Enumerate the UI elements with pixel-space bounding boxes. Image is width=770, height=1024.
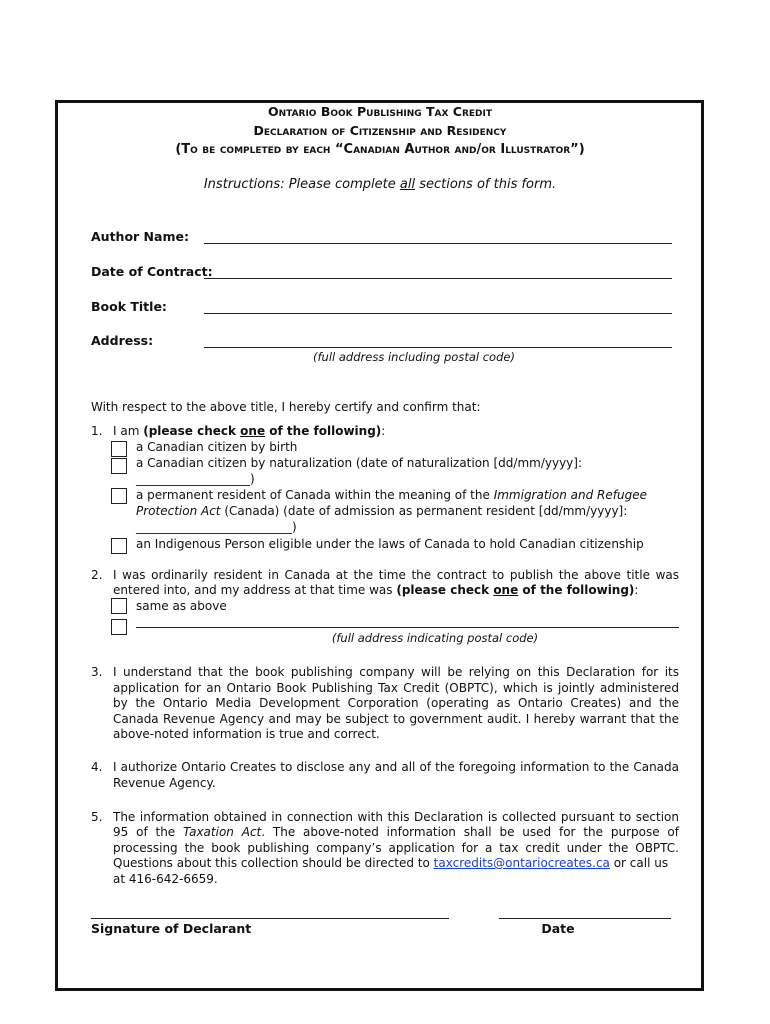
section5-number: 5. <box>91 810 103 824</box>
option-citizen-birth: a Canadian citizen by birth <box>136 440 298 454</box>
form-title-line1: Ontario Book Publishing Tax Credit <box>267 104 493 119</box>
section5-line4: Questions about this collection should be directed to taxcredits@ontariocreates.ca or call us <box>113 856 669 870</box>
book-title-field[interactable] <box>204 313 672 314</box>
other-address-caption: (full address indicating postal code) <box>331 631 539 645</box>
date-of-contract-field[interactable] <box>204 278 672 279</box>
signature-field[interactable] <box>91 918 449 919</box>
section3-number: 3. <box>91 665 103 679</box>
signature-label: Signature of Declarant <box>91 921 252 936</box>
date-label: Date <box>541 921 575 936</box>
section4-line1: I authorize Ontario Creates to disclose any and all of the foregoing information to the Canada <box>113 760 679 774</box>
section3-line3: by the Ontario Media Development Corporation (operating as Ontario Creates) and the <box>113 696 679 710</box>
section3-line4: Canada Revenue Agency and may be subject to government audit. I hereby warrant that the <box>113 712 679 726</box>
checkbox-same-address[interactable] <box>111 598 127 614</box>
form-title-line3: (To be completed by each “Canadian Author and/or Illustrator”) <box>175 142 585 157</box>
option-same-address: same as above <box>136 599 227 613</box>
section3-line1: I understand that the book publishing company will be relying on this Declaration for its <box>113 665 679 679</box>
option-permanent-resident-line1: a permanent resident of Canada within the meaning of the Immigration and Refugee <box>136 488 647 502</box>
section5-line1: The information obtained in connection with this Declaration is collected pursuant to section <box>113 810 679 824</box>
section5-line3: processing the book publishing company’s application for a tax credit under the OBPTC. <box>113 841 679 855</box>
section2-line1: I was ordinarily resident in Canada at the time the contract to publish the above title was <box>113 568 679 582</box>
address-field[interactable] <box>204 347 672 348</box>
checkbox-indigenous[interactable] <box>111 538 127 554</box>
author-name-label: Author Name: <box>91 229 189 244</box>
section4-number: 4. <box>91 760 103 774</box>
section1-check-instruction: (please check one of the following) <box>143 424 382 438</box>
option-citizen-naturalization: a Canadian citizen by naturalization (date of naturalization [dd/mm/yyyy]: <box>136 456 582 470</box>
section2-line2: entered into, and my address at that time was (please check one of the following): <box>113 583 639 597</box>
section3-line5: above-noted information is true and correct. <box>113 727 380 741</box>
section2-number: 2. <box>91 568 103 582</box>
section3-line2: application for an Ontario Book Publishing Tax Credit (OBPTC), which is jointly administered <box>113 681 679 695</box>
form-title-line2: Declaration of Citizenship and Residency <box>253 123 507 138</box>
date-of-contract-label: Date of Contract: <box>91 264 213 279</box>
date-field[interactable] <box>499 918 671 919</box>
author-name-field[interactable] <box>204 243 672 244</box>
checkbox-permanent-resident[interactable] <box>111 488 127 504</box>
section5-line2: 95 of the Taxation Act. The above-noted information shall be used for the purpose of <box>113 825 679 839</box>
instructions: Instructions: Please complete all sections of this form. <box>203 177 557 192</box>
address-label: Address: <box>91 333 154 348</box>
address-caption: (full address including postal code) <box>313 350 515 364</box>
section2-check-instruction: (please check one of the following) <box>396 583 635 597</box>
option-permanent-resident-line2: Protection Act (Canada) (date of admission as permanent resident [dd/mm/yyyy]: <box>136 504 628 518</box>
section1-lead: I am (please check one of the following): <box>113 424 386 438</box>
checkbox-other-address[interactable] <box>111 619 127 635</box>
checkbox-citizen-naturalization[interactable] <box>111 458 127 474</box>
section1-number: 1. <box>91 424 103 438</box>
contact-email-link[interactable]: taxcredits@ontariocreates.ca <box>433 856 610 870</box>
pr-date-blank[interactable]: __________________________) <box>136 520 297 534</box>
option-indigenous: an Indigenous Person eligible under the laws of Canada to hold Canadian citizenship <box>136 537 644 551</box>
section5-line5: at 416-642-6659. <box>113 872 218 886</box>
instructions-emphasis: all <box>399 177 416 192</box>
certify-intro: With respect to the above title, I hereby certify and confirm that: <box>91 400 481 414</box>
book-title-label: Book Title: <box>91 299 167 314</box>
other-address-field[interactable] <box>136 627 679 628</box>
naturalization-date-blank[interactable]: ___________________) <box>136 472 255 486</box>
checkbox-citizen-birth[interactable] <box>111 441 127 457</box>
section4-line2: Revenue Agency. <box>113 776 216 790</box>
